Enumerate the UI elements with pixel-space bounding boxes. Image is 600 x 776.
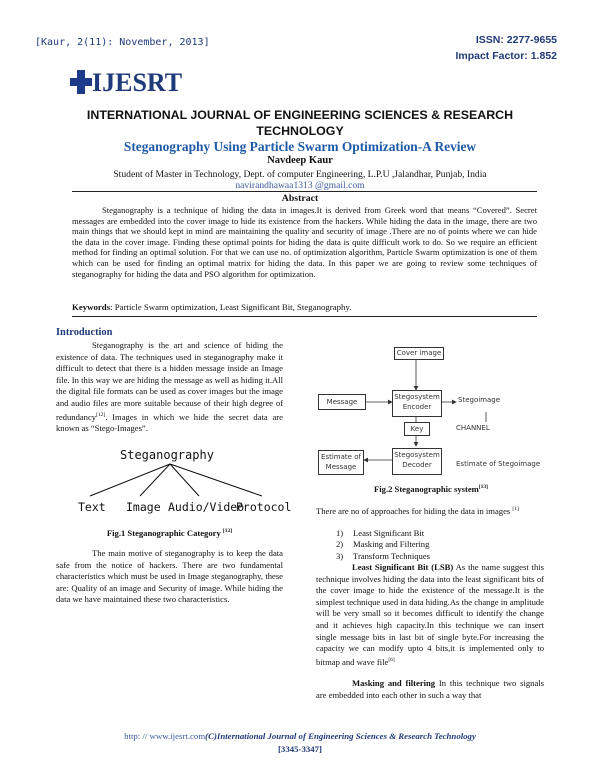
- fig2-key-box: Key: [404, 422, 430, 436]
- fig2-encoder-box: [392, 390, 442, 417]
- author-email[interactable]: [0, 180, 600, 191]
- fig2-decoder-line-2: Decoder: [402, 461, 432, 469]
- list-item: 3) Transform Techniques: [336, 550, 430, 561]
- keywords-text: : Particle Swarm optimization, Least Significant Bit, Steganography.: [110, 302, 352, 312]
- fig2-estimate-message-box: [318, 450, 364, 475]
- fig2-decoder-box: [392, 448, 442, 475]
- introduction-heading: Introduction: [56, 327, 113, 338]
- footer-copyright: (C)International Journal of Engineering Sciences & Research Technology: [205, 731, 476, 741]
- introduction-paragraph-1: [56, 340, 283, 435]
- footer-url[interactable]: http: // www.ijesrt.com: [124, 731, 206, 741]
- fig1-leaf-text: Text: [78, 500, 106, 514]
- author-name: Navdeep Kaur: [267, 155, 333, 166]
- lsb-heading: Least Significant Bit (LSB): [352, 562, 454, 572]
- list-item: 2) Masking and Filtering: [336, 539, 430, 550]
- footer-line: [0, 731, 600, 741]
- figure-2-steganographic-system: [316, 346, 556, 476]
- intro-p1-tail: . Images in which we hide the secret data are known as “Stego-Images”.: [56, 411, 283, 434]
- masking-text: In this technique two signals are embedded into each other in such a way that: [316, 678, 544, 700]
- divider-bottom: [72, 316, 537, 317]
- fig2-caption-ref: [13]: [478, 484, 488, 491]
- introduction-paragraph-2: The main motive of steganography is to keep the data safe from the notice of hackers. There are two fundamental characteristics which must be used in Image steganography, these are: Quality of an image and Security of image. While hiding the data we have maintained these two characteristics.: [56, 548, 283, 605]
- fig1-caption-text: Fig.1 Steganographic Category: [106, 528, 221, 538]
- masking-paragraph: [316, 678, 544, 701]
- fig1-caption-ref: [12]: [222, 528, 233, 535]
- fig2-encoder-line-1: Stegosystem: [394, 393, 440, 401]
- journal-title-line-1: INTERNATIONAL JOURNAL OF ENGINEERING SCIENCES & RESEARCH: [86, 108, 514, 122]
- lsb-text: As the name suggest this technique involves hiding the data into the least significant bits of the cover image to hide the existence of the message.It is the simplest technique used in data hiding.As the change in amplitude will be very small so it becomes difficult to identify the change and it achieves high capacity.In this technique we can insert single message bits in last bit of single byte.For increasing the capacity we can modify upto 4 bits,it is implemented only to bitmap and wave file: [316, 562, 544, 667]
- journal-title-line-2: TECHNOLOGY: [256, 124, 344, 138]
- divider-top: [72, 191, 537, 192]
- abstract-text: Steganography is a technique of hiding the data in images.It is derived from Greek word that means “Covered”. Secret messages are embedded into the cover image to hide its existence from the hackers. While hiding the data in the image, there are two main things that we should kept in mind are maintaining the quality and security of image .There are no of points where we can hide the data in the cover image. Finding these optimal points for hiding the data is quite difficult work to do. So we require an efficient method for finding an optimal solution. For that we can use no. of optimization algorithm, Particle Swarm optimization is one of them which can be used for finding an optimal matrix for hiding the data. In this paper we are going to review some techniques of steganography for hiding the data and PSO algorithm for optimization.: [72, 205, 537, 279]
- fig2-estimate-stegoimage-label: Estimate of Stegoimage: [456, 460, 541, 468]
- approaches-list: [336, 528, 430, 562]
- lsb-paragraph: [316, 562, 544, 668]
- list-item: 1) Least Significant Bit: [336, 528, 425, 538]
- header-impact-factor: Impact Factor: 1.852: [455, 50, 557, 62]
- keywords: [72, 302, 537, 312]
- fig2-message-box: Message: [318, 394, 366, 410]
- fig2-caption: [316, 484, 546, 494]
- approaches-intro: [316, 504, 544, 517]
- fig1-leaf-image: Image: [126, 500, 161, 514]
- fig2-stegoimage-label: Stegoimage: [458, 396, 501, 404]
- fig2-estimate-line-2: Message: [325, 463, 357, 471]
- approaches-text: There are no of approaches for hiding the data in images: [316, 505, 511, 516]
- header-citation: [Kaur, 2(11): November, 2013]: [35, 37, 210, 48]
- fig2-estimate-line-1: Estimate of: [321, 453, 361, 461]
- figure-1-steganographic-category: [62, 444, 292, 524]
- lsb-ref: [6]: [388, 656, 395, 663]
- author-affiliation: Student of Master in Technology, Dept. of computer Engineering, L.P.U ,Jalandhar, Punjab, India: [113, 169, 487, 180]
- keywords-label: Keywords: [72, 302, 111, 312]
- abstract-heading: Abstract: [281, 193, 319, 204]
- masking-heading: Masking and filtering: [352, 678, 436, 688]
- approaches-ref: [1]: [512, 506, 519, 512]
- email-link[interactable]: navirandhawaa1313 @gmail.com: [235, 180, 365, 191]
- fig2-channel-label: CHANNEL: [456, 424, 490, 432]
- header-issn: ISSN: 2277-9655: [475, 34, 557, 46]
- paper-title: Steganography Using Particle Swarm Optimization-A Review: [123, 139, 477, 154]
- intro-p1-text: Steganography is the art and science of hiding the existence of data. The techniques used in steganography make it difficult to detect that there is a hidden message inside an Image file. In this way we are hiding the message as well as hiding it.All the digital file formats can be used as cover images but the image and audio files are more suitable because of their high degree of redundancy: [56, 340, 283, 422]
- logo-text: IJESRT: [92, 68, 183, 97]
- fig1-leaf-audio-video: Audio/Video: [168, 500, 245, 514]
- plus-logo-icon: [70, 70, 92, 94]
- fig2-caption-text: Fig.2 Steganographic system: [374, 484, 479, 494]
- fig1-caption: [56, 528, 283, 538]
- fig2-encoder-line-2: Encoder: [402, 403, 432, 411]
- journal-logo: [70, 66, 240, 98]
- fig1-root-steganography: Steganography: [120, 448, 214, 462]
- fig2-decoder-line-1: Stegosystem: [394, 451, 440, 459]
- footer-pages: [3345-3347]: [278, 744, 322, 754]
- intro-p1-ref: [12]: [96, 411, 106, 418]
- fig1-leaf-protocol: Protocol: [236, 500, 292, 514]
- fig2-cover-image-box: Cover image: [394, 347, 444, 360]
